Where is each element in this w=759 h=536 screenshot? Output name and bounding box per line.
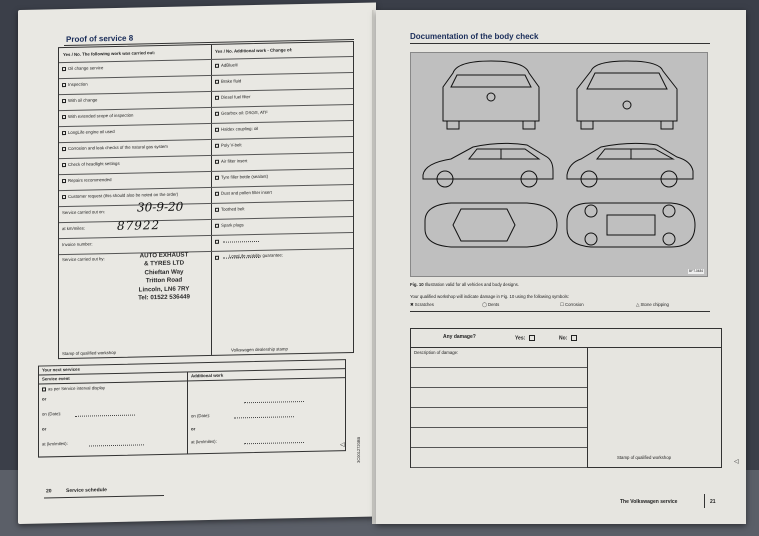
work-item	[62, 79, 208, 87]
km-label: at km/miles:	[62, 225, 85, 232]
description-line[interactable]	[411, 447, 587, 448]
workshop-stamp	[119, 251, 209, 303]
work-item	[62, 143, 208, 151]
additional-work-item	[215, 124, 351, 132]
proof-of-service-title: Proof of service 8	[66, 33, 134, 44]
checkbox-icon[interactable]	[215, 64, 219, 68]
car-front-view	[577, 61, 677, 129]
service-event-header: Service event	[42, 375, 70, 382]
right-footer-page-number: 21	[710, 499, 716, 505]
checkbox-icon[interactable]	[62, 163, 66, 167]
checkbox-icon[interactable]	[42, 387, 46, 391]
checkbox-icon[interactable]	[215, 256, 219, 260]
work-item	[62, 159, 208, 167]
checkbox-icon[interactable]	[62, 147, 66, 151]
damage-symbol-1: ◯ Dents	[482, 302, 500, 307]
additional-work-label: Air filter insert	[221, 158, 248, 164]
vehicle-illustration	[410, 52, 708, 277]
checkbox-icon[interactable]	[215, 144, 219, 148]
no-option[interactable]	[559, 335, 579, 341]
work-item-label: With oil change	[68, 97, 98, 103]
work-item	[62, 111, 208, 119]
additional-work-label: Spark plugs	[221, 222, 244, 228]
yes-option[interactable]	[515, 335, 537, 341]
additional-work-label: Haldex coupling: oil	[221, 125, 259, 132]
checkbox-icon[interactable]	[215, 192, 219, 196]
no-checkbox[interactable]	[571, 335, 577, 341]
car-underbody-view	[567, 203, 695, 247]
additional-work-item	[215, 236, 351, 244]
service-work-table	[58, 41, 354, 359]
figure-caption-text: Illustration valid for all vehicles and body designs.	[424, 282, 519, 287]
interval-label: as per Service interval display	[48, 385, 106, 392]
longlife-label: LongLife mobility guarantee:	[229, 252, 283, 259]
work-item-label: Repairs recommended	[68, 177, 112, 183]
checkbox-icon[interactable]	[62, 179, 66, 183]
km-value-handwritten: 87922	[117, 218, 161, 233]
left-footer-text: Service schedule	[66, 487, 107, 494]
yes-checkbox[interactable]	[529, 335, 535, 341]
work-item-label: Corrosion and leak checks of the natural gas system	[68, 143, 168, 151]
description-line[interactable]	[411, 387, 587, 388]
stamp-line: AUTO EXHAUST	[139, 251, 189, 260]
checkbox-icon[interactable]	[62, 83, 66, 87]
car-diagram-svg	[411, 53, 707, 276]
additional-work-item	[215, 156, 351, 164]
work-item-label: With extended scope of inspection	[68, 112, 134, 119]
checkbox-icon[interactable]	[215, 176, 219, 180]
additional-work-item	[215, 220, 351, 228]
on-date-label: on (Date):	[42, 411, 62, 417]
work-item	[62, 175, 208, 183]
stamp-line: Tel: 01522 536449	[138, 293, 190, 302]
additional-work-item	[215, 172, 351, 180]
any-damage-label: Any damage?	[443, 334, 476, 340]
checkbox-icon[interactable]	[215, 160, 219, 164]
stamp-line: Lincoln, LN6 7RY	[138, 285, 190, 294]
additional-work-label: Brake fluid	[221, 78, 242, 84]
damage-symbol-2: ☐ Corrosion	[560, 302, 584, 307]
additional-work-header: Additional work	[191, 372, 224, 379]
car-side-view-right	[567, 143, 693, 187]
stamp-line: & TYRES LTD	[143, 259, 185, 268]
description-label: Description of damage:	[414, 350, 459, 355]
figure-code: BFT-0484	[689, 269, 703, 273]
stamp-line: Tritton Road	[145, 276, 183, 285]
car-side-view-left	[423, 143, 553, 187]
additional-work-item	[215, 92, 351, 100]
description-line[interactable]	[411, 427, 587, 428]
checkbox-icon[interactable]	[62, 67, 66, 71]
additional-work-item	[215, 140, 351, 148]
triangle-marker-icon-right: ◁	[734, 459, 739, 465]
additional-work-item	[215, 204, 351, 212]
damage-symbol-0: ✖ Scratches	[410, 302, 434, 307]
figure-caption	[410, 282, 519, 287]
car-rear-view	[443, 61, 539, 129]
checkbox-icon[interactable]	[62, 115, 66, 119]
stamp-line: Chieftan Way	[144, 268, 184, 277]
left-page	[18, 3, 376, 524]
left-footer-page-number: 20	[46, 488, 52, 495]
checkbox-icon[interactable]	[215, 240, 219, 244]
additional-on-date-label: on (Date):	[191, 412, 211, 419]
additional-work-label: Gearbox oil: DSG®, ATF	[221, 109, 268, 116]
or-label: or	[42, 396, 47, 402]
work-item-label: Check of headlight settings	[68, 160, 120, 167]
additional-work-label: Dust and pollen filter insert	[221, 189, 272, 196]
checkbox-icon[interactable]	[62, 99, 66, 103]
description-line[interactable]	[411, 407, 587, 408]
work-item	[62, 127, 208, 135]
checkbox-icon[interactable]	[215, 208, 219, 212]
damage-symbols-instruction: Your qualified workshop will indicate damage in Fig. 10 using the following symbols:	[410, 294, 569, 299]
workshop-stamp-label: Stamp of qualified workshop	[617, 455, 671, 460]
stamp-of-workshop-label: Stamp of qualified workshop	[62, 349, 116, 357]
vertical-code: 3C0012720BB	[356, 436, 361, 463]
work-item	[62, 191, 208, 199]
next-services-title: Your next services	[42, 366, 80, 373]
checkbox-icon[interactable]	[215, 80, 219, 84]
checkbox-icon[interactable]	[215, 128, 219, 132]
damage-symbols-legend	[410, 302, 710, 310]
service-date-label: Service carried out on:	[62, 209, 105, 216]
description-line[interactable]	[411, 367, 587, 368]
invoice-label: Invoice number:	[62, 241, 93, 248]
figure-caption-label: Fig. 10	[410, 282, 424, 287]
no-label: No:	[559, 335, 568, 342]
additional-at-km-label: at (km/miles):	[191, 438, 217, 445]
additional-work-label: Poly V-belt	[221, 142, 242, 148]
checkbox-icon[interactable]	[215, 96, 219, 100]
additional-work-item	[215, 60, 351, 68]
service-date-handwritten: 30-9-20	[137, 199, 184, 215]
work-item	[62, 95, 208, 103]
at-km-label: at (km/miles):	[42, 440, 68, 447]
checkbox-icon[interactable]	[62, 195, 66, 199]
additional-work-label: Toothed belt	[221, 206, 245, 212]
right-footer-text: The Volkswagen service	[620, 499, 678, 505]
checkbox-icon[interactable]	[62, 131, 66, 135]
work-item-label: Inspection	[68, 81, 88, 87]
checkbox-icon[interactable]	[215, 112, 219, 116]
checkbox-icon[interactable]	[215, 224, 219, 228]
additional-work-label: AdBlue®	[221, 62, 239, 68]
right-page	[376, 10, 746, 524]
description-line[interactable]	[411, 467, 587, 468]
left-column-header: Yes / No. The following work was carried out:	[63, 50, 156, 58]
additional-work-label: Diesel fuel filter	[221, 94, 251, 100]
additional-work-item	[215, 108, 351, 116]
next-services-table	[38, 359, 346, 457]
work-item-label: Customer request (this should also be noted on the order)	[68, 191, 179, 199]
triangle-marker-icon: ◁	[340, 442, 345, 449]
additional-or-label: or	[191, 426, 196, 432]
yes-label: Yes:	[515, 335, 526, 342]
damage-symbol-3: △ Stone chipping	[636, 302, 669, 307]
work-item	[62, 63, 208, 71]
additional-work-label: Tyre filler bottle (sealant)	[221, 173, 269, 180]
additional-work-item	[215, 76, 351, 84]
work-item-label: Oil change service	[68, 65, 104, 71]
dealership-stamp-label: Volkswagen dealership stamp	[231, 346, 288, 353]
carried-out-by-label: Service carried out by:	[62, 256, 105, 263]
car-top-view	[425, 203, 557, 247]
or-label-2: or	[42, 426, 47, 432]
body-check-title: Documentation of the body check	[410, 32, 539, 41]
work-item-label: LongLife engine oil used	[68, 128, 115, 135]
right-column-header: Yes / No. Additional work - Change of:	[215, 47, 293, 54]
interval-display-option	[42, 385, 105, 391]
damage-report-table	[410, 328, 722, 468]
additional-work-item	[215, 188, 351, 196]
